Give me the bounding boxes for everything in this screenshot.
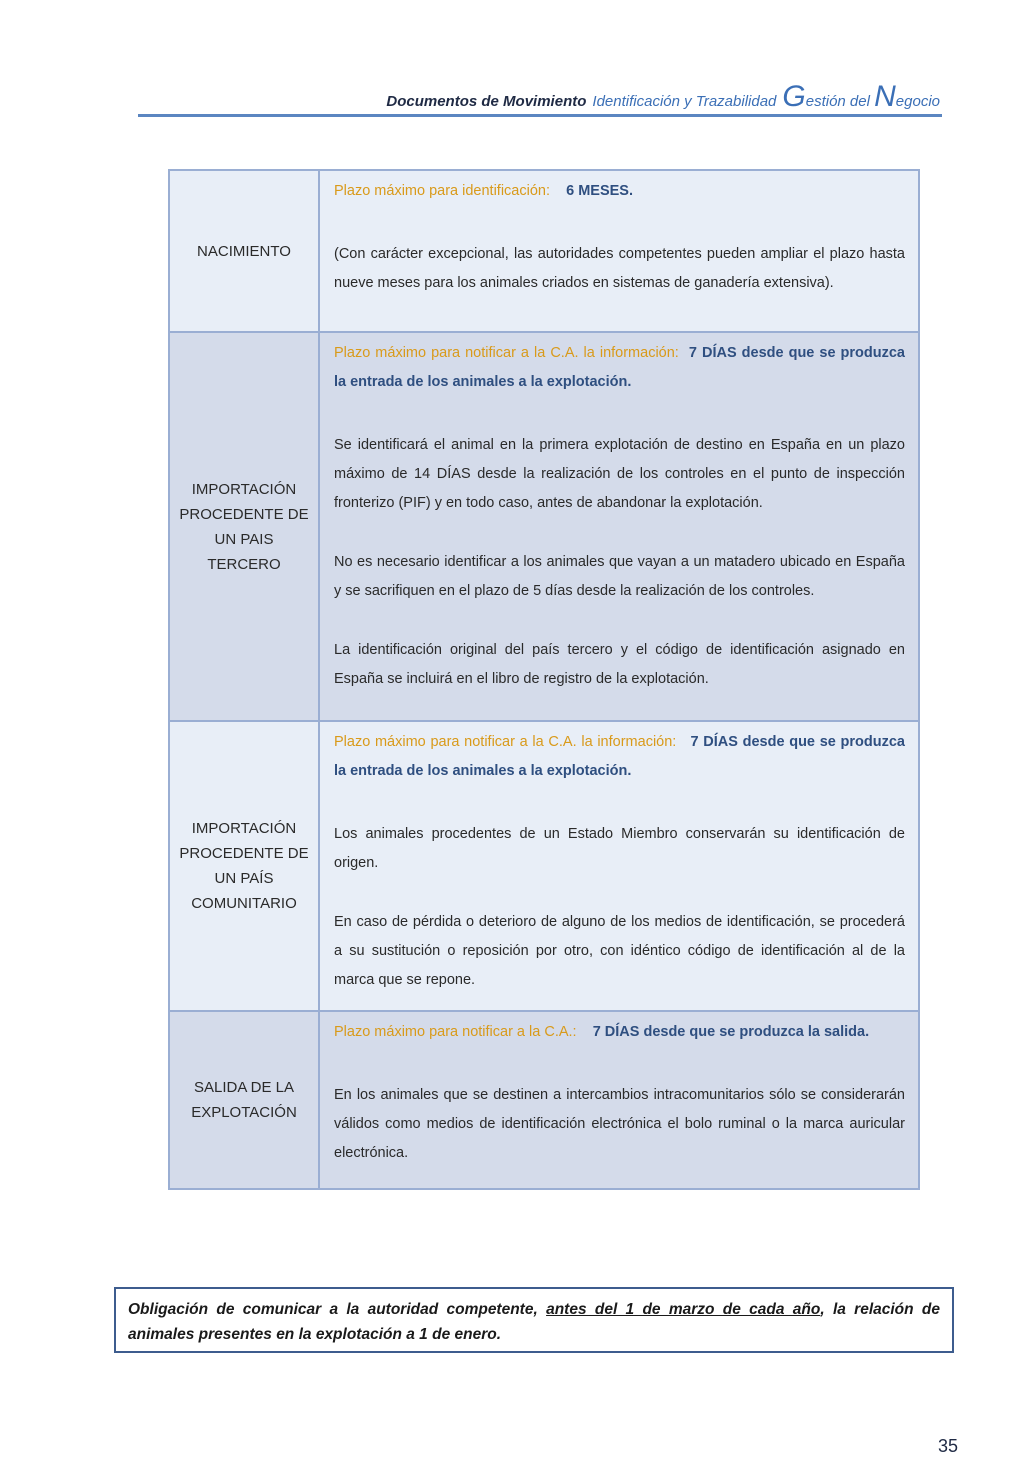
header-chapter-initial-g: G (782, 80, 806, 113)
header-chapter-title (782, 80, 940, 114)
identification-deadlines-table (168, 169, 920, 1190)
table-row-importacion-pais-tercero (170, 331, 918, 720)
deadline-label: Plazo máximo para notificar a la C.A. la información: (334, 734, 677, 750)
row-content (320, 722, 918, 1010)
row-label: SALIDA DE LA EXPLOTACIÓN (170, 1012, 320, 1188)
page-number: 35 (937, 1436, 958, 1456)
header-section-title: Identificación y Trazabilidad (592, 93, 777, 110)
deadline-line (334, 339, 905, 397)
table-row-importacion-pais-comunitario (170, 720, 918, 1010)
header-divider (138, 114, 942, 117)
deadline-label: Plazo máximo para notificar a la C.A. la información: (334, 345, 679, 361)
header-document-title: Documentos de Movimiento (386, 93, 587, 110)
deadline-line (334, 1018, 905, 1047)
row-paragraph: Se identificará el animal en la primera explotación de destino en España en un plazo máximo de 14 DÍAS desde la realización de los controles en el punto de inspección fronterizo (PIF) y en todo caso, antes de abandonar la explotación. (334, 437, 905, 511)
deadline-value: 6 MESES. (566, 183, 634, 199)
row-paragraph: En caso de pérdida o deterioro de alguno de los medios de identificación, se procederá a su sustitución o reposición por otro, con idéntico código de identificación al de la marca que se repone. (334, 914, 905, 988)
header-chapter-text-2: egocio (895, 93, 940, 110)
row-paragraph: Los animales procedentes de un Estado Miembro conservarán su identificación de origen. (334, 826, 905, 871)
header-chapter-text-1: estión del (805, 93, 875, 110)
deadline-label: Plazo máximo para identificación: (334, 183, 550, 199)
table-row-salida-explotacion (170, 1010, 918, 1188)
deadline-label: Plazo máximo para notificar a la C.A.: (334, 1024, 577, 1040)
row-label: IMPORTACIÓN PROCEDENTE DE UN PAÍS COMUNITARIO (170, 722, 320, 1010)
row-content (320, 333, 918, 720)
page-header (386, 80, 940, 113)
deadline-line (334, 728, 905, 786)
row-content (320, 171, 918, 331)
row-paragraph: No es necesario identificar a los animales que vayan a un matadero ubicado en España y se sacrifiquen en el plazo de 5 días desde la realización de los controles. (334, 554, 905, 599)
row-label: NACIMIENTO (170, 171, 320, 331)
row-paragraph: La identificación original del país tercero y el código de identificación asignado en España se incluirá en el libro de registro de la explotación. (334, 642, 905, 687)
row-label: IMPORTACIÓN PROCEDENTE DE UN PAIS TERCERO (170, 333, 320, 720)
deadline-line (334, 177, 905, 206)
deadline-value: 7 DÍAS desde que se produzca la salida. (592, 1024, 870, 1040)
note-deadline-underlined: antes del 1 de marzo de cada año (546, 1301, 821, 1318)
header-chapter-initial-n: N (874, 80, 896, 113)
note-text-before: Obligación de comunicar a la autoridad competente, (128, 1301, 547, 1318)
note-text-after: , la relación de animales presentes en la explotación a 1 de enero. (128, 1301, 941, 1343)
row-paragraph: En los animales que se destinen a intercambios intracomunitarios sólo se considerarán válidos como medios de identificación electrónica el bolo ruminal o la marca auricular electrónica. (334, 1087, 905, 1161)
deadline-value: 7 DÍAS desde que se produzca la entrada de los animales a la explotación. (334, 345, 905, 390)
row-paragraph: (Con carácter excepcional, las autoridades competentes pueden ampliar el plazo hasta nueve meses para los animales criados en sistemas de ganadería extensiva). (334, 246, 905, 291)
table-row-nacimiento (170, 171, 918, 331)
deadline-value: 7 DÍAS desde que se produzca la entrada de los animales a la explotación. (334, 734, 905, 779)
annual-census-obligation-note (114, 1287, 954, 1353)
row-content (320, 1012, 918, 1188)
